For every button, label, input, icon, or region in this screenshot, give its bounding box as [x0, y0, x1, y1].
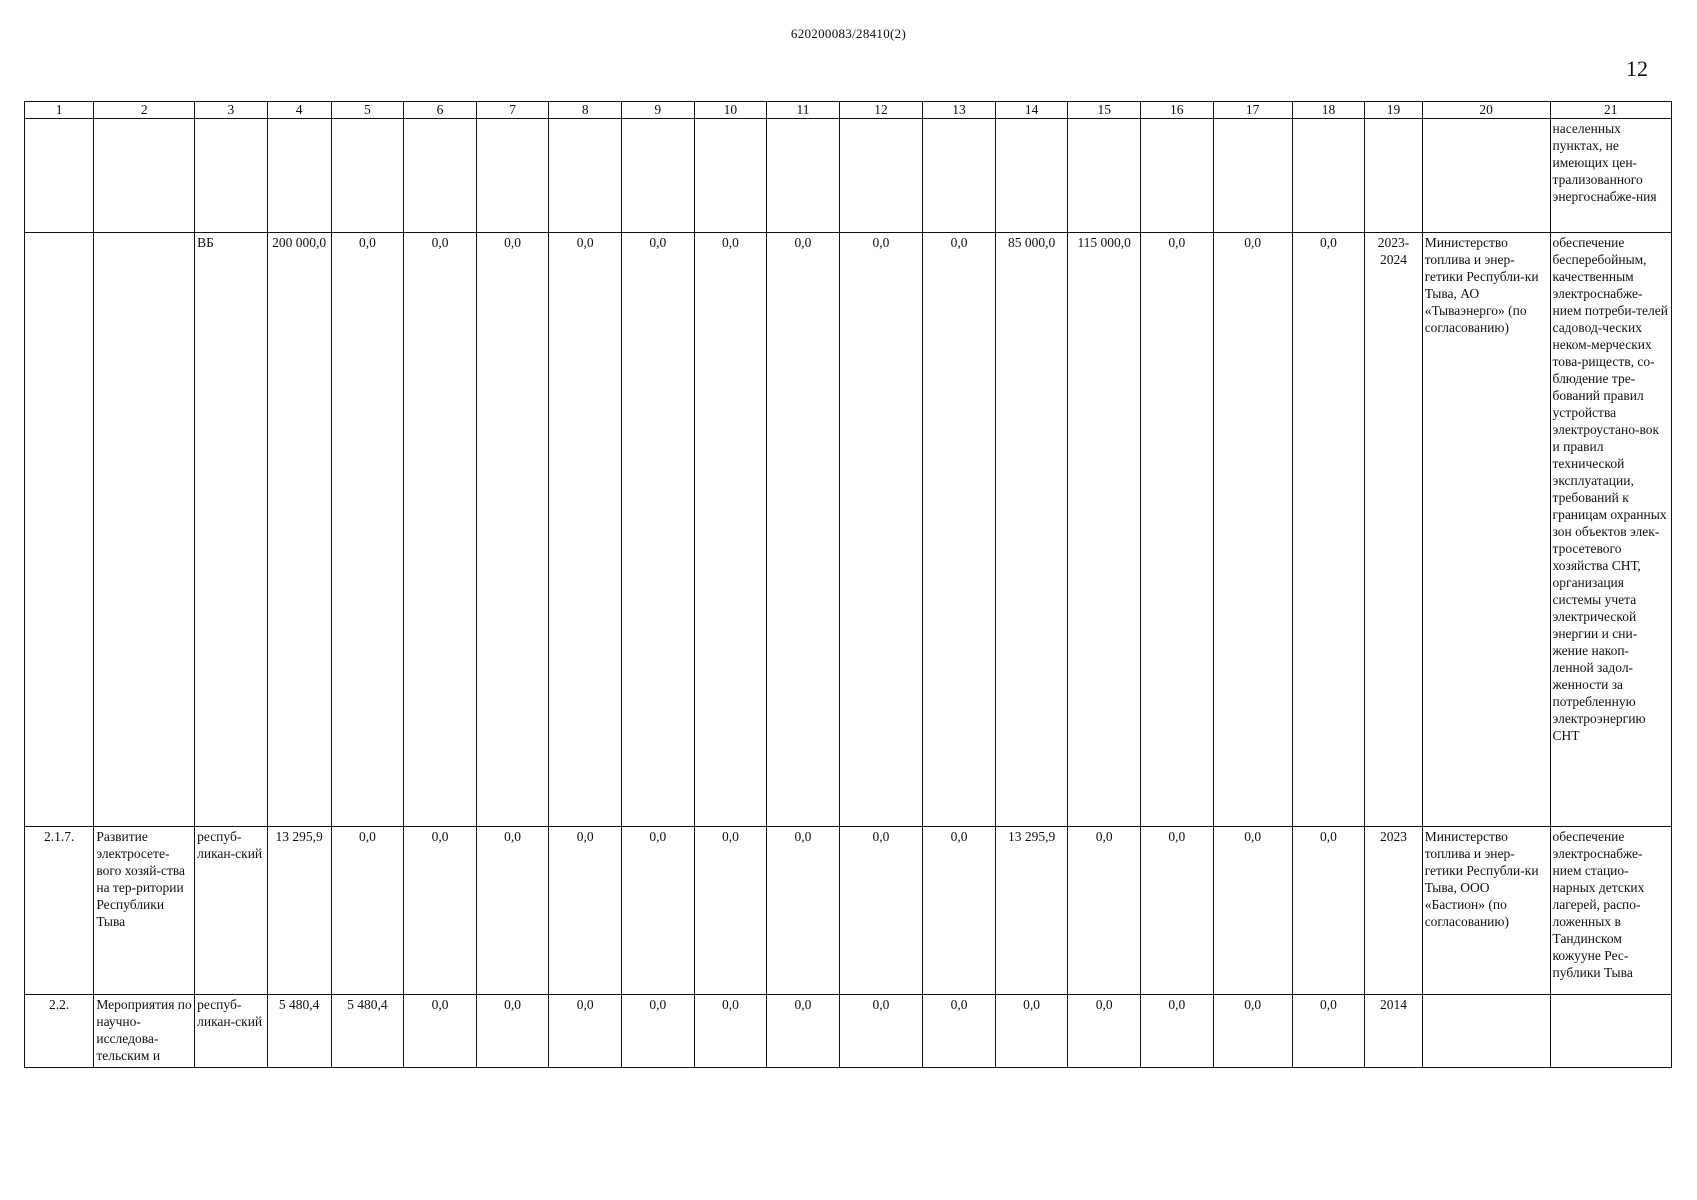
table-cell: 0,0	[1140, 827, 1213, 995]
column-number: 3	[195, 102, 268, 119]
table-cell: 2.2.	[25, 995, 94, 1068]
table-cell: 0,0	[404, 233, 477, 827]
table-cell: 0,0	[1140, 995, 1213, 1068]
table-row	[25, 827, 1672, 995]
document-id: 620200083/28410(2)	[790, 26, 907, 41]
table-cell: 0,0	[622, 827, 695, 995]
table-cell	[622, 119, 695, 233]
table-cell: 0,0	[476, 827, 549, 995]
table-cell: 85 000,0	[995, 233, 1068, 827]
table-cell: 0,0	[1068, 995, 1141, 1068]
table-cell: 0,0	[1292, 827, 1365, 995]
table-cell: Развитие электросете-вого хозяй-ства на тер-ритории Республики Тыва	[94, 827, 195, 995]
table-cell	[1213, 119, 1292, 233]
table-cell	[476, 119, 549, 233]
column-number: 20	[1422, 102, 1550, 119]
table-row	[25, 233, 1672, 827]
table-cell: 0,0	[923, 233, 996, 827]
column-number: 15	[1068, 102, 1141, 119]
table-cell: 0,0	[923, 827, 996, 995]
table-cell: 2.1.7.	[25, 827, 94, 995]
page-number: 12	[1626, 56, 1648, 81]
table-cell	[1140, 119, 1213, 233]
column-number: 5	[331, 102, 404, 119]
table-cell	[995, 119, 1068, 233]
table-cell: 0,0	[476, 995, 549, 1068]
column-number: 21	[1550, 102, 1671, 119]
table-cell: 2023-2024	[1365, 233, 1422, 827]
table-cell: 0,0	[1292, 995, 1365, 1068]
column-number: 13	[923, 102, 996, 119]
table-cell	[1422, 995, 1550, 1068]
table-cell: 0,0	[767, 827, 840, 995]
table-cell: 2023	[1365, 827, 1422, 995]
column-number: 8	[549, 102, 622, 119]
table-cell: 0,0	[1213, 995, 1292, 1068]
column-number: 9	[622, 102, 695, 119]
table-cell: 0,0	[549, 827, 622, 995]
table-cell	[1068, 119, 1141, 233]
table-cell	[923, 119, 996, 233]
table-cell	[767, 119, 840, 233]
column-number: 14	[995, 102, 1068, 119]
table-cell	[549, 119, 622, 233]
table-cell: 0,0	[1068, 827, 1141, 995]
column-number-row	[25, 102, 1672, 119]
table-cell: обеспечение бесперебойным, качественным электроснабже-нием потреби-телей садовод-ческих неком-мерческих това-риществ, со-блюдение тре-бований правил устройства электроустано-вок и правил технической эксплуатации, требований к границам охранных зон объектов элек-тросетевого хозяйства СНТ, организация системы учета электрической энергии и сни-жение накоп-ленной задол-женности за потребленную электроэнергию СНТ	[1550, 233, 1671, 827]
table-cell	[839, 119, 922, 233]
table-cell: 0,0	[767, 995, 840, 1068]
table-cell: респуб-ликан-ский	[195, 827, 268, 995]
table-cell: 0,0	[331, 233, 404, 827]
table-cell	[25, 233, 94, 827]
table-cell: 0,0	[331, 827, 404, 995]
column-number: 11	[767, 102, 840, 119]
table-cell	[404, 119, 477, 233]
table-row	[25, 119, 1672, 233]
column-number: 1	[25, 102, 94, 119]
table-cell: 0,0	[1213, 827, 1292, 995]
table-row	[25, 995, 1672, 1068]
table-cell: 0,0	[549, 995, 622, 1068]
table-cell: 2014	[1365, 995, 1422, 1068]
column-number: 12	[839, 102, 922, 119]
column-number: 6	[404, 102, 477, 119]
table-cell: 0,0	[767, 233, 840, 827]
table-cell: 0,0	[622, 233, 695, 827]
table-cell: 0,0	[404, 995, 477, 1068]
table-cell: 5 480,4	[267, 995, 331, 1068]
table-cell	[94, 233, 195, 827]
table-cell: 0,0	[549, 233, 622, 827]
column-number: 2	[94, 102, 195, 119]
table-cell	[331, 119, 404, 233]
table-cell	[1365, 119, 1422, 233]
table-cell: 0,0	[694, 995, 767, 1068]
column-number: 16	[1140, 102, 1213, 119]
column-number: 17	[1213, 102, 1292, 119]
column-number: 10	[694, 102, 767, 119]
table-cell: 0,0	[923, 995, 996, 1068]
table-cell: Мероприятия по научно-исследова-тельским и	[94, 995, 195, 1068]
table-cell: 0,0	[476, 233, 549, 827]
column-number: 19	[1365, 102, 1422, 119]
table-cell: 0,0	[1140, 233, 1213, 827]
table-cell: 0,0	[694, 233, 767, 827]
table-cell	[1292, 119, 1365, 233]
table-cell	[25, 119, 94, 233]
table-cell: ВБ	[195, 233, 268, 827]
table-cell	[267, 119, 331, 233]
table-cell	[1422, 119, 1550, 233]
table-cell: Министерство топлива и энер-гетики Республи-ки Тыва, АО «Тываэнерго» (по согласованию)	[1422, 233, 1550, 827]
table-cell: 115 000,0	[1068, 233, 1141, 827]
table-cell: 13 295,9	[267, 827, 331, 995]
table-cell	[1550, 995, 1671, 1068]
table-cell: респуб-ликан-ский	[195, 995, 268, 1068]
table-cell: Министерство топлива и энер-гетики Республи-ки Тыва, ООО «Бастион» (по согласованию)	[1422, 827, 1550, 995]
program-table	[24, 101, 1672, 1068]
table-cell: 0,0	[839, 233, 922, 827]
table-cell: населенных пунктах, не имеющих цен-трализованного энергоснабже-ния	[1550, 119, 1671, 233]
table-cell: 0,0	[839, 827, 922, 995]
table-cell	[94, 119, 195, 233]
column-number: 18	[1292, 102, 1365, 119]
table-cell	[694, 119, 767, 233]
table-cell: 0,0	[404, 827, 477, 995]
table-cell: 200 000,0	[267, 233, 331, 827]
table-cell: обеспечение электроснабже-нием стацио-нарных детских лагерей, распо-ложенных в Тандинском кожууне Рес-публики Тыва	[1550, 827, 1671, 995]
table-cell: 0,0	[995, 995, 1068, 1068]
table-cell: 0,0	[1292, 233, 1365, 827]
table-cell	[195, 119, 268, 233]
table-cell: 5 480,4	[331, 995, 404, 1068]
table-cell: 13 295,9	[995, 827, 1068, 995]
table-cell: 0,0	[1213, 233, 1292, 827]
table-cell: 0,0	[622, 995, 695, 1068]
column-number: 4	[267, 102, 331, 119]
table-cell: 0,0	[694, 827, 767, 995]
column-number: 7	[476, 102, 549, 119]
table-cell: 0,0	[839, 995, 922, 1068]
